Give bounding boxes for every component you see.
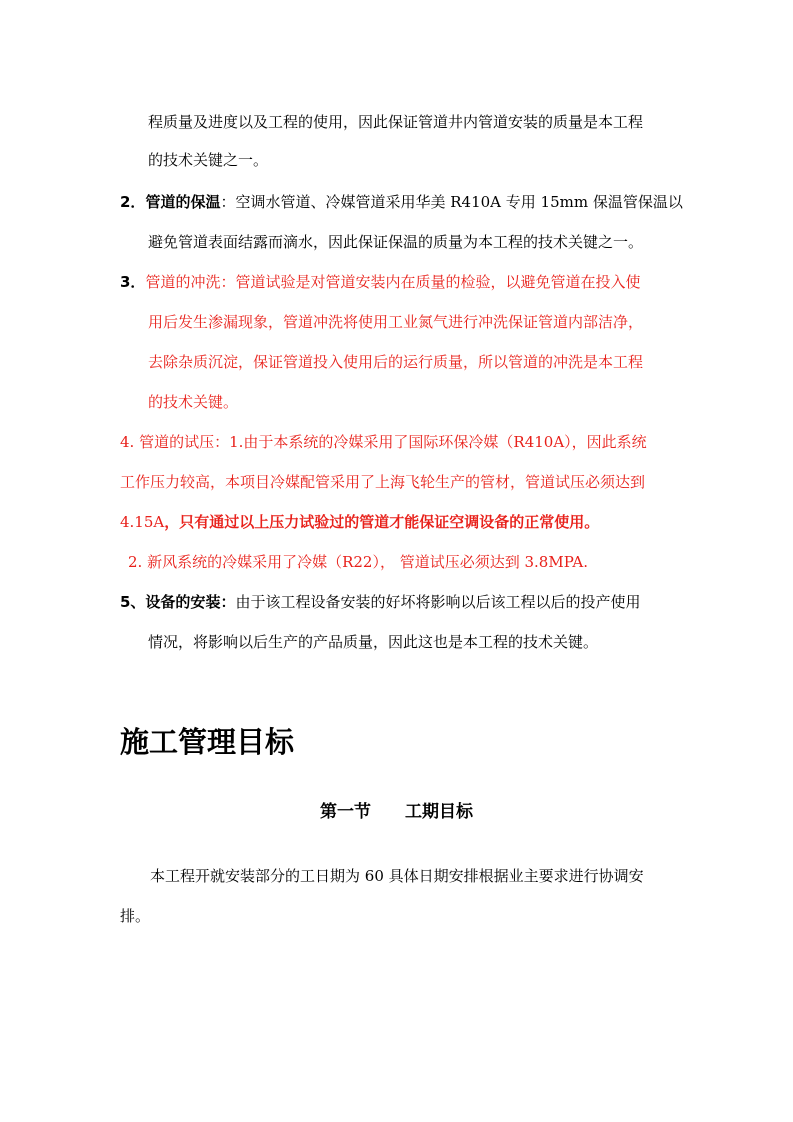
heading-2 xyxy=(0,800,793,824)
section-title: 工期目标 xyxy=(405,802,473,822)
paragraph-line: 的技术关键之一。 xyxy=(148,151,269,169)
item-2-title: 管道的保温 xyxy=(145,193,221,211)
item-4-line-1: 4. 管道的试压：1.由于本系统的冷媒采用了国际环保冷媒（R410A），因此系统 xyxy=(120,433,647,451)
item-3-line-4: 的技术关键。 xyxy=(148,393,239,411)
item-5-line xyxy=(120,592,640,612)
section-number: 第一节 xyxy=(320,802,371,822)
item-5-line-2: 情况，将影响以后生产的产品质量，因此这也是本工程的技术关键。 xyxy=(148,633,599,651)
item-5-text: 由于该工程设备安装的好坏将影响以后该工程以后的投产使用 xyxy=(235,593,641,611)
item-3-line-3: 去除杂质沉淀，保证管道投入使用后的运行质量，所以管道的冲洗是本工程 xyxy=(148,353,644,371)
pressure-value: 4.15A xyxy=(120,513,165,531)
item-3-number: 3． xyxy=(120,273,146,291)
body-line-1: 本工程开就安装部分的工日期为 60 具体日期安排根据业主要求进行协调安 xyxy=(150,867,644,885)
item-2-colon: ： xyxy=(220,193,236,211)
item-3-line xyxy=(120,272,640,292)
item-2-number: 2． xyxy=(120,193,146,211)
paragraph-line: 程质量及进度以及工程的使用，因此保证管道井内管道安装的质量是本工程 xyxy=(148,113,644,131)
item-2-text: 空调水管道、冷媒管道采用华美 R410A 专用 15mm 保温管保温以 xyxy=(235,193,683,211)
item-5-title: 5、设备的安装： xyxy=(120,593,236,611)
item-4-line-2: 工作压力较高，本项目冷媒配管采用了上海飞轮生产的管材，管道试压必须达到 xyxy=(120,473,646,491)
item-3-text: 管道的冲洗：管道试验是对管道安装内在质量的检验，以避免管道在投入使 xyxy=(145,273,641,291)
heading-1: 施工管理目标 xyxy=(120,725,295,759)
item-2-line xyxy=(120,192,683,212)
item-2-line-2: 避免管道表面结露而滴水，因此保证保温的质量为本工程的技术关键之一。 xyxy=(148,233,644,251)
item-4-emphasis: ，只有通过以上压力试验过的管道才能保证空调设备的正常使用。 xyxy=(164,513,600,531)
item-4-line-4: 2. 新风系统的冷媒采用了冷媒（R22）， 管道试压必须达到 3.8MPA. xyxy=(128,553,589,571)
item-3-line-2: 用后发生渗漏现象，管道冲洗将使用工业氮气进行冲洗保证管道内部洁净， xyxy=(148,313,644,331)
item-4-line-3 xyxy=(120,512,599,532)
body-line-2: 排。 xyxy=(120,907,151,925)
